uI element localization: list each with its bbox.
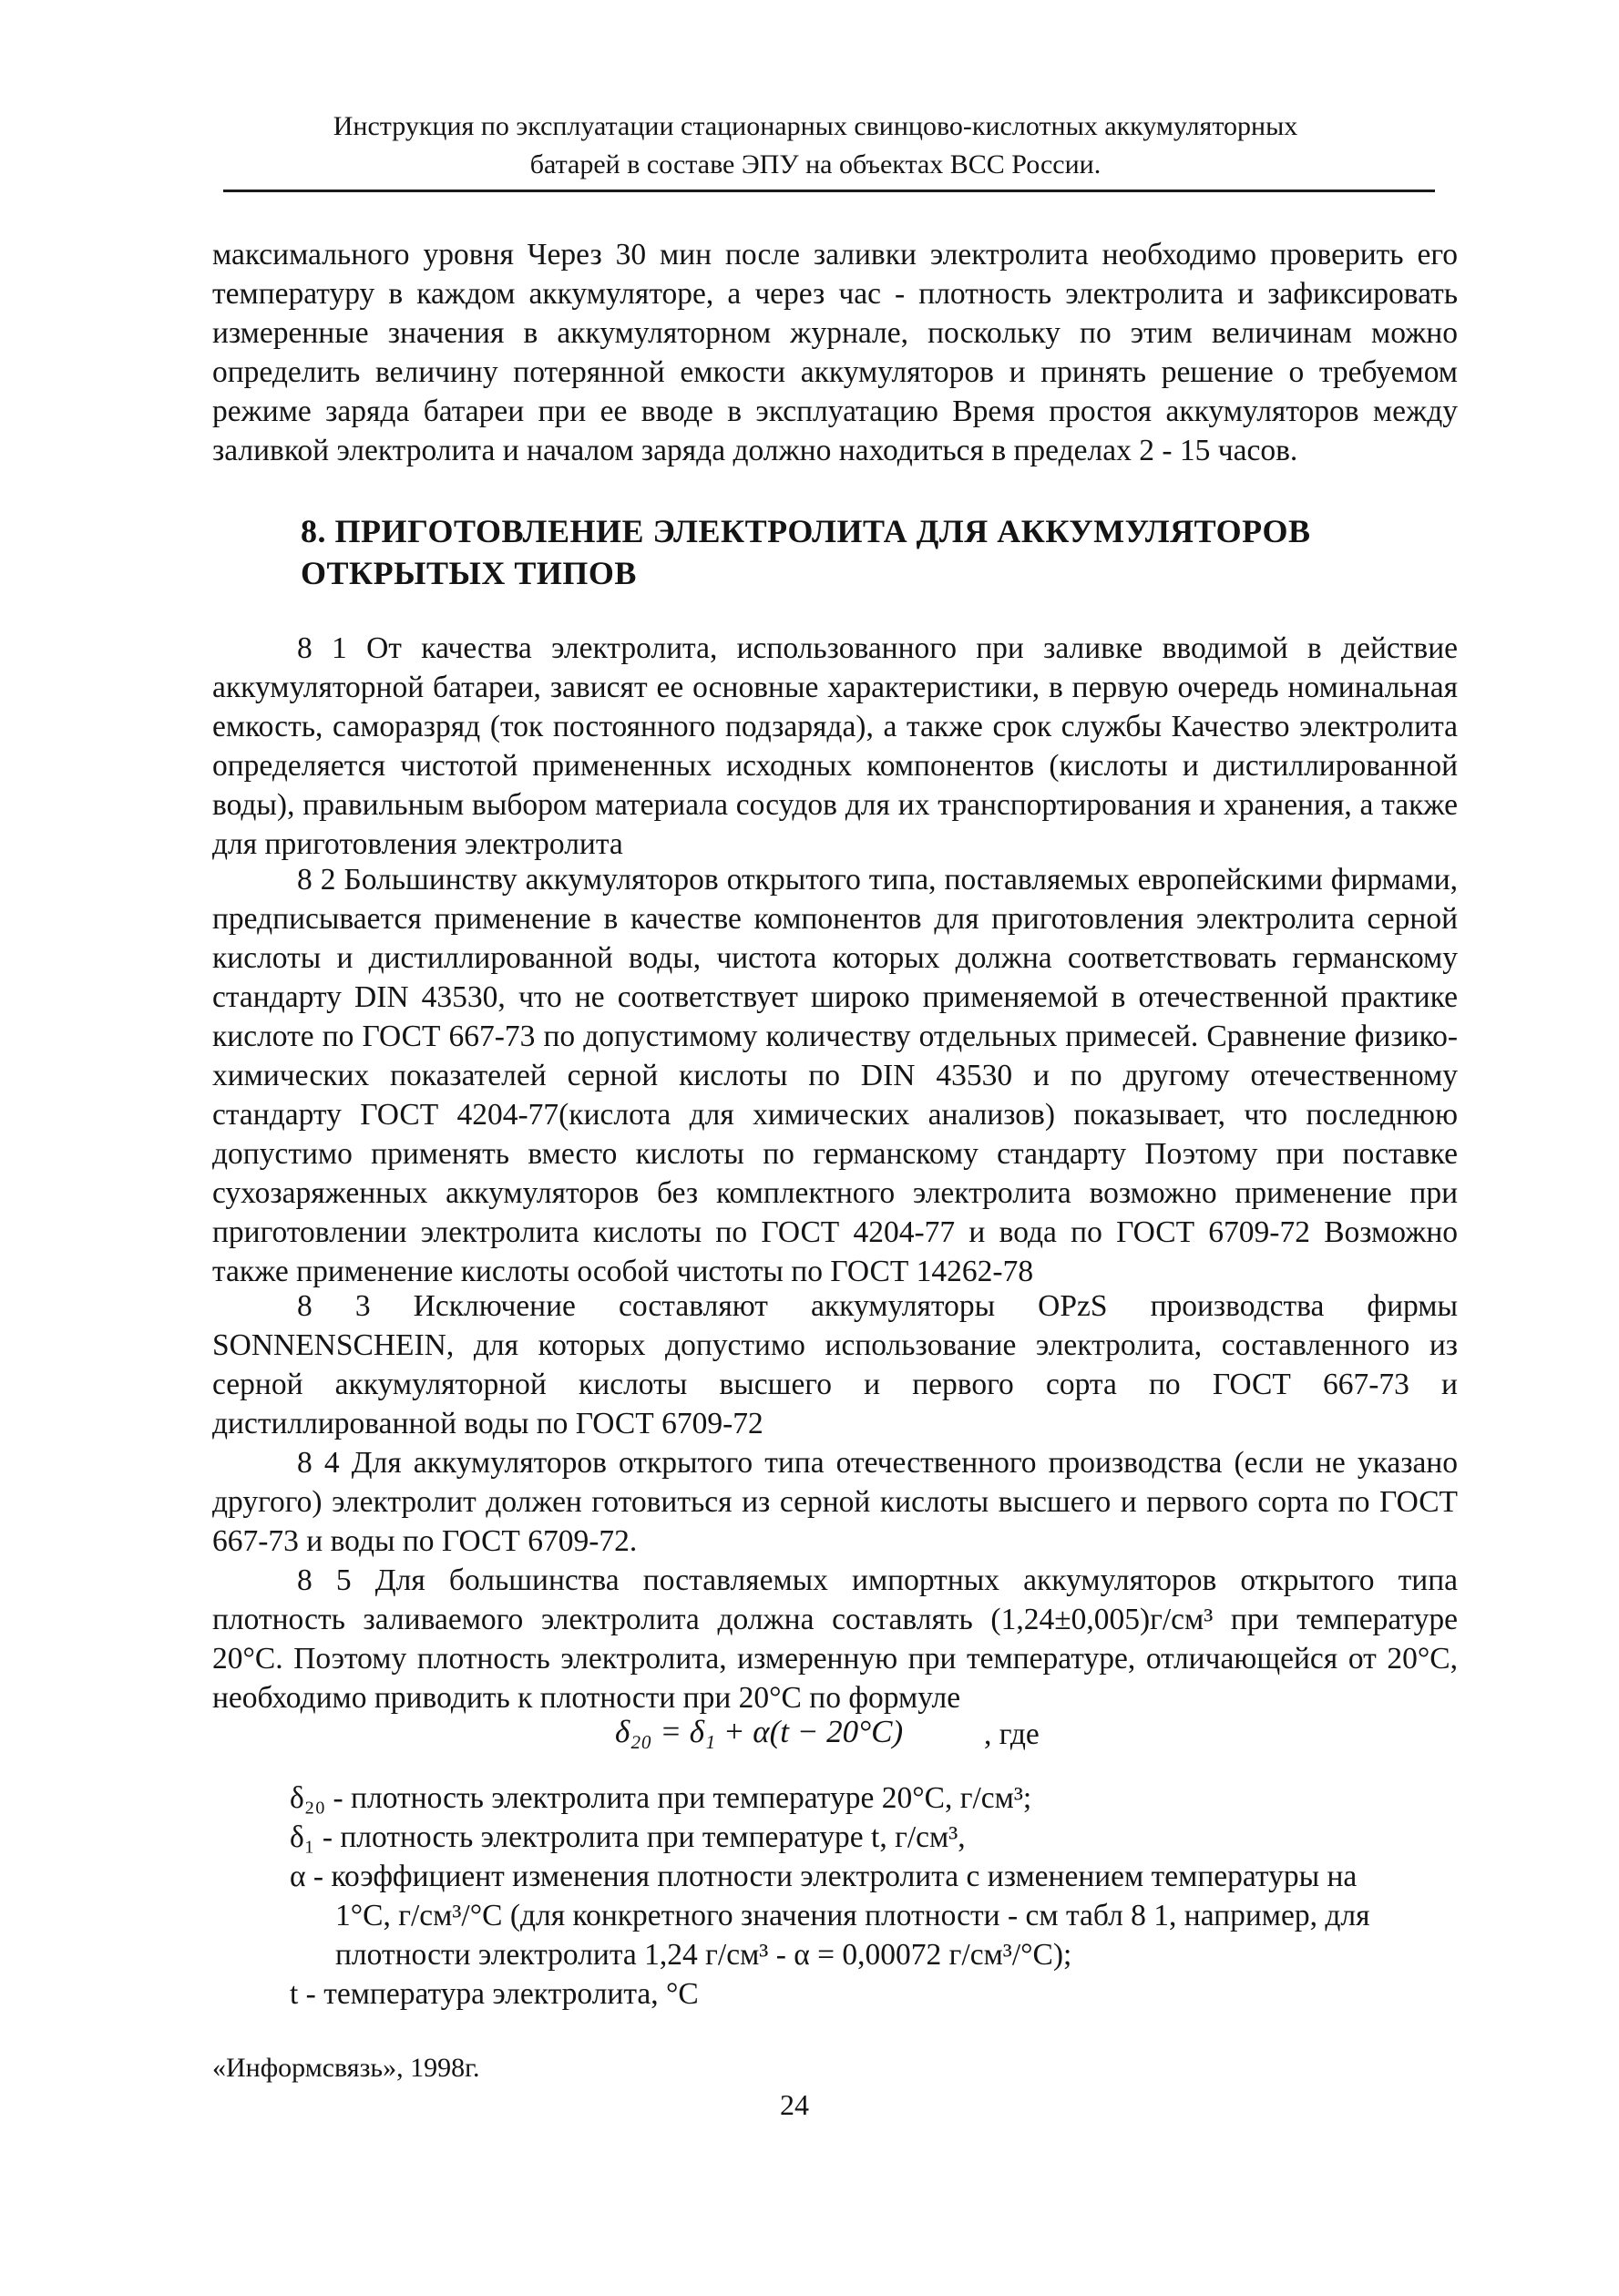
header-line-1: Инструкция по эксплуатации стационарных свинцово-кислотных аккумуляторных — [333, 111, 1298, 141]
publisher-footer: «Информсвязь», 1998г. — [212, 2053, 480, 2083]
definition-delta-20: δ₂₀ - плотность электролита при температуре 20°С, г/см³; — [290, 1781, 1032, 1815]
definition-alpha-continued-1: 1°С, г/см³/°С (для конкретного значения плотности - см табл 8 1, например, для — [335, 1899, 1370, 1932]
section-heading-line-2: ОТКРЫТЫХ ТИПОВ — [301, 555, 637, 591]
section-heading-line-1: 8. ПРИГОТОВЛЕНИЕ ЭЛЕКТРОЛИТА ДЛЯ АККУМУЛЯТОРОВ — [301, 513, 1311, 549]
paragraph-8-5: 8 5 Для большинства поставляемых импортных аккумуляторов открытого типа плотность заливаемого электролита должна составлять (1,24±0,005)г/см³ при температуре 20°С. Поэтому плотность электролита, измеренную при температуре, отличающейся от 20°С, необходимо приводить к плотности при 20°С по формуле — [212, 1563, 1458, 1715]
paragraph-8-1: 8 1 От качества электролита, использованного при заливке вводимой в действие аккумуляторной батареи, зависят ее основные характеристики, в первую очередь номинальная емкость, саморазряд (ток постоянного подзаряда), а также срок службы Качество электролита определяется чистотой примененных исходных компонентов (кислоты и дистиллированной воды), правильным выбором материала сосудов для их транспортирования и хранения, а также для приготовления электролита — [212, 631, 1458, 861]
paragraph-8-3: 8 3 Исключение составляют аккумуляторы OPzS производства фирмы SONNENSCHEIN, для которых допустимо использование электролита, составленного из серной аккумуляторной кислоты высшего и первого сорта по ГОСТ 667-73 и дистиллированной воды по ГОСТ 6709-72 — [212, 1289, 1458, 1440]
paragraph-8-2: 8 2 Большинству аккумуляторов открытого типа, поставляемых европейскими фирмами, предписывается применение в качестве компонентов для приготовления электролита серной кислоты и дистиллированной воды, чистота которых должна соответствовать германскому стандарту DIN 43530, что не соответствует широко применяемой в отечественной практике кислоте по ГОСТ 667-73 по допустимому количеству отдельных примесей. Сравнение физико-химических показателей серной кислоты по DIN 43530 и по другому отечественному стандарту ГОСТ 4204-77(кислота для химических анализов) показывает, что последнюю допустимо применять вместо кислоты по германскому стандарту Поэтому при поставке сухозаряженных аккумуляторов без комплектного электролита возможно применение при приготовлении электролита кислоты по ГОСТ 4204-77 и вода по ГОСТ 6709-72 Возможно также применение кислоты особой чистоты по ГОСТ 14262-78 — [212, 863, 1458, 1288]
definition-alpha-continued-2: плотности электролита 1,24 г/см³ - α = 0,00072 г/см³/°С); — [335, 1938, 1072, 1972]
section-heading — [301, 510, 1394, 594]
formula-definitions — [290, 1778, 1465, 2014]
page-number: 24 — [780, 2088, 809, 2121]
intro-paragraph: максимального уровня Через 30 мин после заливки электролита необходимо проверить его температуру в каждом аккумуляторе, а через час - плотность электролита и зафиксировать измеренные значения в аккумуляторном журнале, поскольку по этим величинам можно определить величину потерянной емкости аккумуляторов и принять решение о требуемом режиме заряда батареи при ее вводе в эксплуатацию Время простоя аккумуляторов между заливкой электролита и началом заряда должно находиться в пределах 2 - 15 часов. — [212, 238, 1458, 467]
formula-where-label: , где — [984, 1717, 1040, 1751]
running-header — [273, 108, 1358, 184]
header-divider — [223, 190, 1435, 192]
density-formula: δ₂₀ = δ₁ + α(t − 20°C) — [615, 1714, 904, 1749]
definition-delta-1: δ₁ - плотность электролита при температуре t, г/см³, — [290, 1820, 966, 1854]
definition-temperature: t - температура электролита, °С — [290, 1977, 699, 2011]
header-line-2: батарей в составе ЭПУ на объектах ВСС России. — [529, 149, 1102, 179]
definition-alpha: α - коэффициент изменения плотности электролита с изменением температуры на — [290, 1860, 1358, 1893]
paragraph-8-4: 8 4 Для аккумуляторов открытого типа отечественного производства (если не указано другого) электролит должен готовиться из серной кислоты высшего и первого сорта по ГОСТ 667-73 и воды по ГОСТ 6709-72. — [212, 1446, 1458, 1558]
